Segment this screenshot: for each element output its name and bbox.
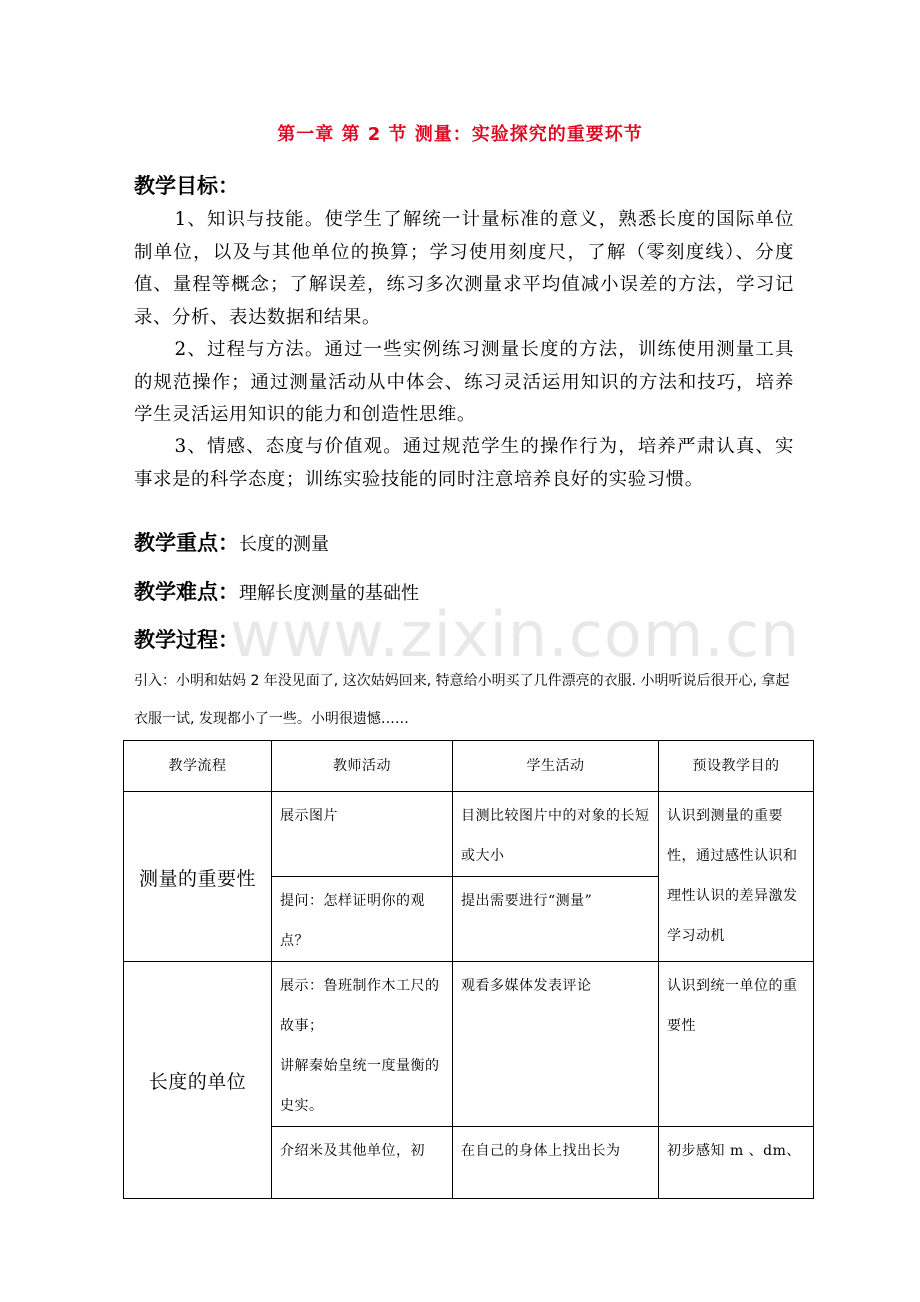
goal-cell: 认识到统一单位的重要性 <box>659 962 814 1127</box>
objectives-heading: 教学目标： <box>134 174 239 198</box>
student-activity: 目测比较图片中的对象的长短或大小 <box>453 792 659 877</box>
student-activity <box>453 1127 659 1199</box>
goal-cell: 认识到测量的重要性，通过感性认识和理性认识的差异激发学习动机 <box>659 792 814 962</box>
teacher-activity <box>272 1127 453 1199</box>
page-title: 第一章 第 2 节 测量：实验探究的重要环节 <box>277 124 643 145</box>
teacher-activity-text: 介绍米及其他单位，初 <box>280 1143 425 1159</box>
key-point-label: 教学重点： <box>134 531 239 555</box>
teacher-activity-story: 展示：鲁班制作木工尺的故事； <box>280 978 440 1034</box>
header-flow: 教学流程 <box>124 741 272 792</box>
table-row <box>124 962 814 1127</box>
process-heading: 教学过程： <box>134 628 239 652</box>
difficulty-value: 理解长度测量的基础性 <box>239 583 419 604</box>
section-units: 长度的单位 <box>124 962 272 1199</box>
teacher-activity-history: 讲解秦始皇统一度量衡的史实。 <box>280 1058 440 1114</box>
lesson-plan-table <box>123 740 814 1199</box>
table-header-row <box>124 741 814 792</box>
table-row <box>124 792 814 877</box>
student-activity-text: 在自己的身体上找出长为 <box>461 1143 621 1159</box>
objective-attitude: 3、情感、态度与价值观。通过规范学生的操作行为，培养严肃认真、实事求是的科学态度；训练实验技能的同时注意培养良好的实验习惯。 <box>134 436 794 490</box>
teacher-activity: 提问：怎样证明你的观点？ <box>272 877 453 962</box>
teacher-activity <box>272 962 453 1127</box>
header-student: 学生活动 <box>453 741 659 792</box>
student-activity: 观看多媒体发表评论 <box>453 962 659 1127</box>
header-teacher: 教师活动 <box>272 741 453 792</box>
watermark: www.zixin.com.cn <box>230 598 801 671</box>
key-point-value: 长度的测量 <box>239 534 329 555</box>
header-goal: 预设教学目的 <box>659 741 814 792</box>
difficulty-label: 教学难点： <box>134 580 239 604</box>
student-activity: 提出需要进行“测量” <box>453 877 659 962</box>
objective-process: 2、过程与方法。通过一些实例练习测量长度的方法，训练使用测量工具的规范操作；通过测量活动从中体会、练习灵活运用知识的方法和技巧，培养学生灵活运用知识的能力和创造性思维。 <box>134 339 794 425</box>
section-importance: 测量的重要性 <box>124 792 272 962</box>
intro-paragraph: 引入：小明和姑妈 2 年没见面了, 这次姑妈回来, 特意给小明买了几件漂亮的衣服. 小明听说后很开心, 拿起衣服一试, 发现都小了一些。小明很遗憾…… <box>134 673 790 727</box>
key-point-line <box>134 527 329 557</box>
goal-text: 初步感知 m 、dm、 <box>667 1143 801 1159</box>
goal-cell <box>659 1127 814 1199</box>
objective-knowledge: 1、知识与技能。使学生了解统一计量标准的意义，熟悉长度的国际单位制单位，以及与其他单位的换算；学习使用刻度尺，了解（零刻度线）、分度值、量程等概念；了解误差，练习多次测量求平均值减小误差的方法，学习记录、分析、表达数据和结果。 <box>134 209 794 328</box>
teacher-activity: 展示图片 <box>272 792 453 877</box>
